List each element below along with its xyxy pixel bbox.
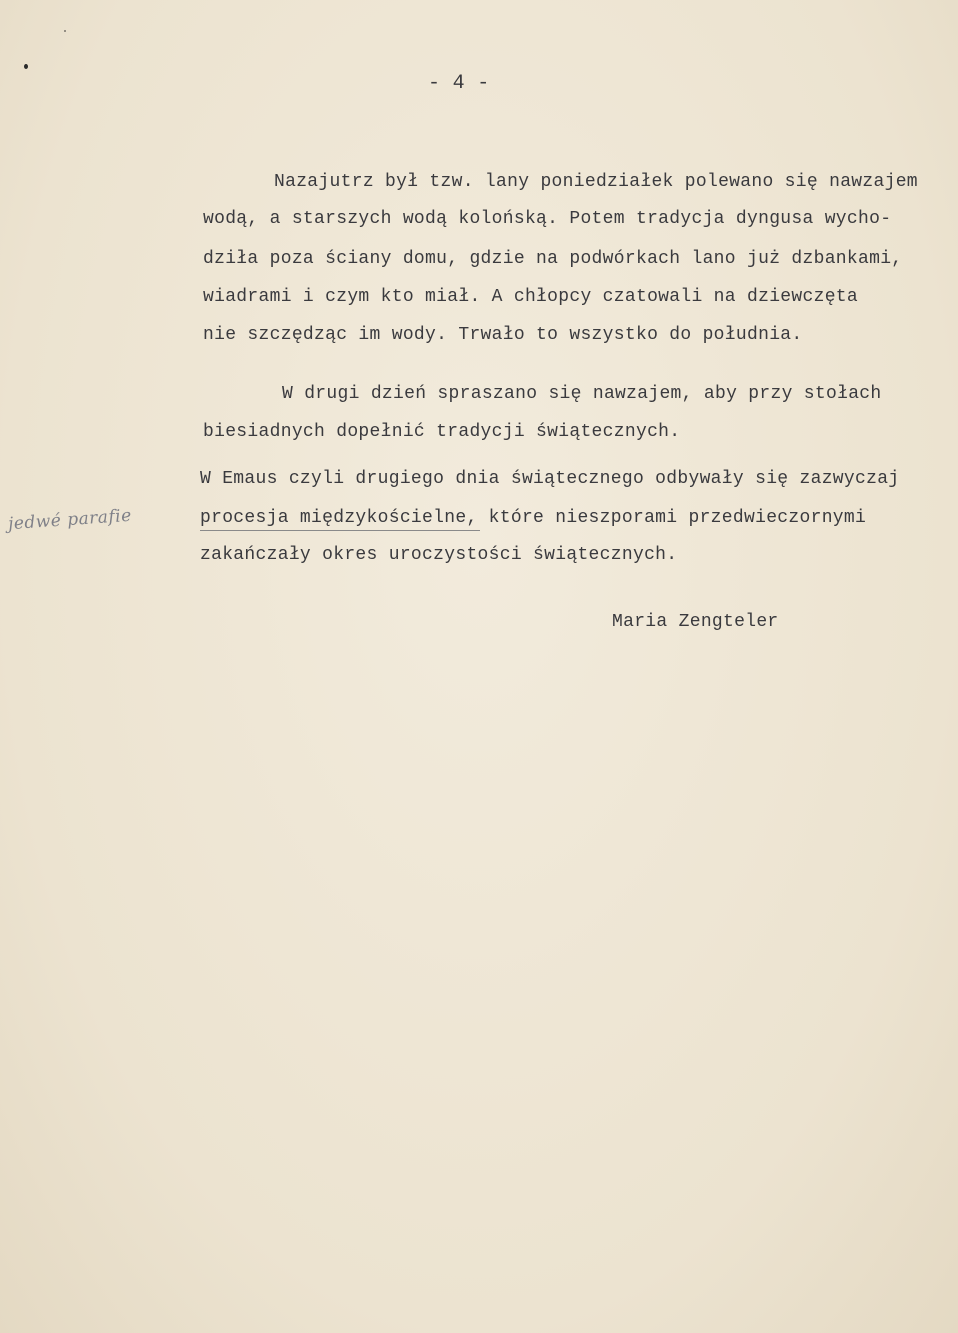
ink-speck — [24, 64, 28, 69]
paragraph-1-line-3: dziła poza ściany domu, gdzie na podwórkach lano już dzbankami, — [203, 249, 903, 269]
paragraph-1-line-4: wiadrami i czym kto miał. A chłopcy czatowali na dziewczęta — [203, 287, 859, 307]
handwritten-margin-note: jedwé parafie — [7, 505, 133, 535]
ink-speck — [64, 30, 66, 32]
paragraph-2-line-1: W drugi dzień spraszano się nawzajem, aby przy stołach — [282, 384, 882, 404]
paragraph-1-line-2: wodą, a starszych wodą kolońską. Potem tradycja dyngusa wycho- — [203, 209, 892, 229]
paragraph-2-line-2: biesiadnych dopełnić tradycji świątecznych. — [203, 422, 681, 442]
paragraph-3-line-3: zakańczały okres uroczystości świątecznych. — [200, 545, 678, 565]
paragraph-1-line-5: nie szczędząc im wody. Trwało to wszystko do południa. — [203, 325, 803, 345]
paragraph-3-line-2: procesja międzykościelne, które nieszporami przedwieczornymi — [200, 508, 867, 528]
paragraph-3-line-1: W Emaus czyli drugiego dnia świątecznego odbywały się zazwyczaj — [200, 469, 900, 489]
page-number: - 4 - — [428, 72, 490, 95]
signature: Maria Zengteler — [612, 612, 779, 632]
pencil-underline — [200, 530, 480, 531]
paragraph-1-line-1: Nazajutrz był tzw. lany poniedziałek polewano się nawzajem — [274, 172, 918, 192]
